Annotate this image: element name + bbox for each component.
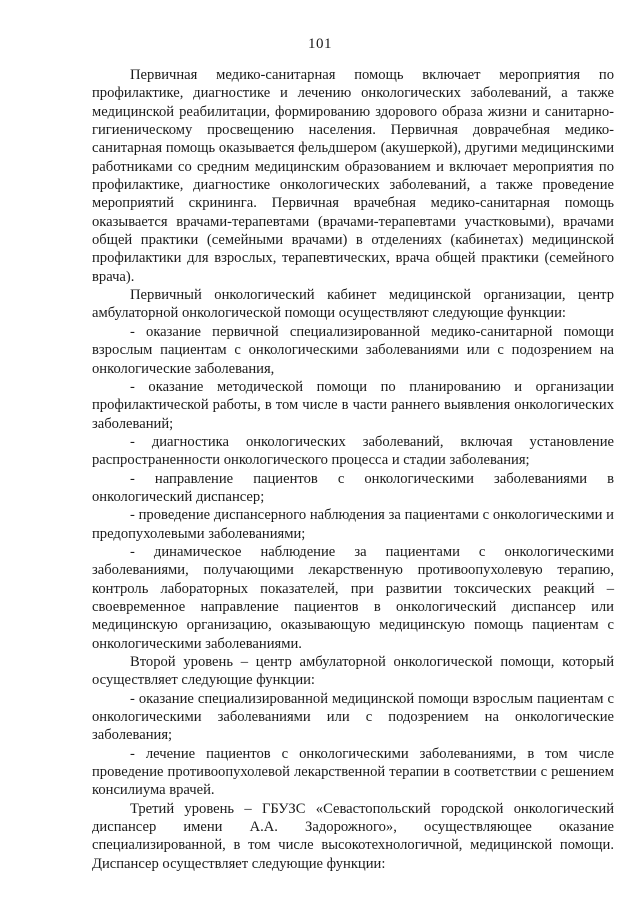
document-body: [92, 66, 614, 873]
paragraph-primary-oncology-cabinet: Первичный онкологический кабинет медицинской организации, центр амбулаторной онкологической помощи осуществляют следующие функции:: [92, 287, 614, 322]
list-item-dynamic-observation: - динамическое наблюдение за пациентами с онкологическими заболеваниями, получающими лекарственную противоопухолевую терапию, контроль лабораторных показателей, при развитии токсических реакций – своевременное направление пациентов в онкологический диспансер или медицинскую организацию, оказывающую медицинскую помощь пациентам с онкологическими заболеваниями.: [92, 543, 614, 652]
list-item-dispensary-observation: - проведение диспансерного наблюдения за пациентами с онкологическими и предопухолевыми заболеваниями;: [92, 507, 614, 542]
paragraph-primary-care: Первичная медико-санитарная помощь включает мероприятия по профилактике, диагностике и лечению онкологических заболеваний, а также медицинской реабилитации, формированию здорового образа жизни и санитарно-гигиеническому просвещению населения. Первичная доврачебная медико-санитарная помощь оказывается фельдшером (акушеркой), другими медицинскими работниками со средним медицинским образованием и включает мероприятия по профилактике, диагностике онкологических заболеваний, а также проведение мероприятий скрининга. Первичная врачебная медико-санитарная помощь оказывается врачами-терапевтами (врачами-терапевтами участковыми), врачами общей практики (семейными врачами) в отделениях (кабинетах) медицинской профилактики для взрослых, терапевтических, врача общей практики (семейного врача).: [92, 67, 614, 285]
page-number: 101: [308, 36, 332, 52]
list-item-treatment: - лечение пациентов с онкологическими заболеваниями, в том числе проведение противоопухолевой лекарственной терапии в соответствии с решением консилиума врачей.: [92, 745, 614, 799]
list-item-primary-specialized-care: - оказание первичной специализированной медико-санитарной помощи взрослым пациентам с онкологическими заболеваниями или с подозрением на онкологические заболевания,: [92, 323, 614, 377]
paragraph-second-level: Второй уровень – центр амбулаторной онкологической помощи, который осуществляет следующие функции:: [92, 654, 614, 689]
paragraph-third-level: Третий уровень – ГБУЗС «Севастопольский городской онкологический диспансер имени А.А. Задорожного», осуществляющее оказание специализированной, в том числе высокотехнологичной, медицинской помощи. Диспансер осуществляет следующие функции:: [92, 800, 614, 872]
list-item-diagnostics: - диагностика онкологических заболеваний, включая установление распространенности онкологического процесса и стадии заболевания;: [92, 433, 614, 469]
list-item-specialized-care: - оказание специализированной медицинской помощи взрослым пациентам с онкологическими заболеваниями или с подозрением на онкологические заболевания;: [92, 690, 614, 744]
list-item-referral: - направление пациентов с онкологическими заболеваниями в онкологический диспансер;: [92, 470, 614, 505]
list-item-methodical-help: - оказание методической помощи по планированию и организации профилактической работы, в том числе в части раннего выявления онкологических заболеваний;: [92, 378, 614, 432]
